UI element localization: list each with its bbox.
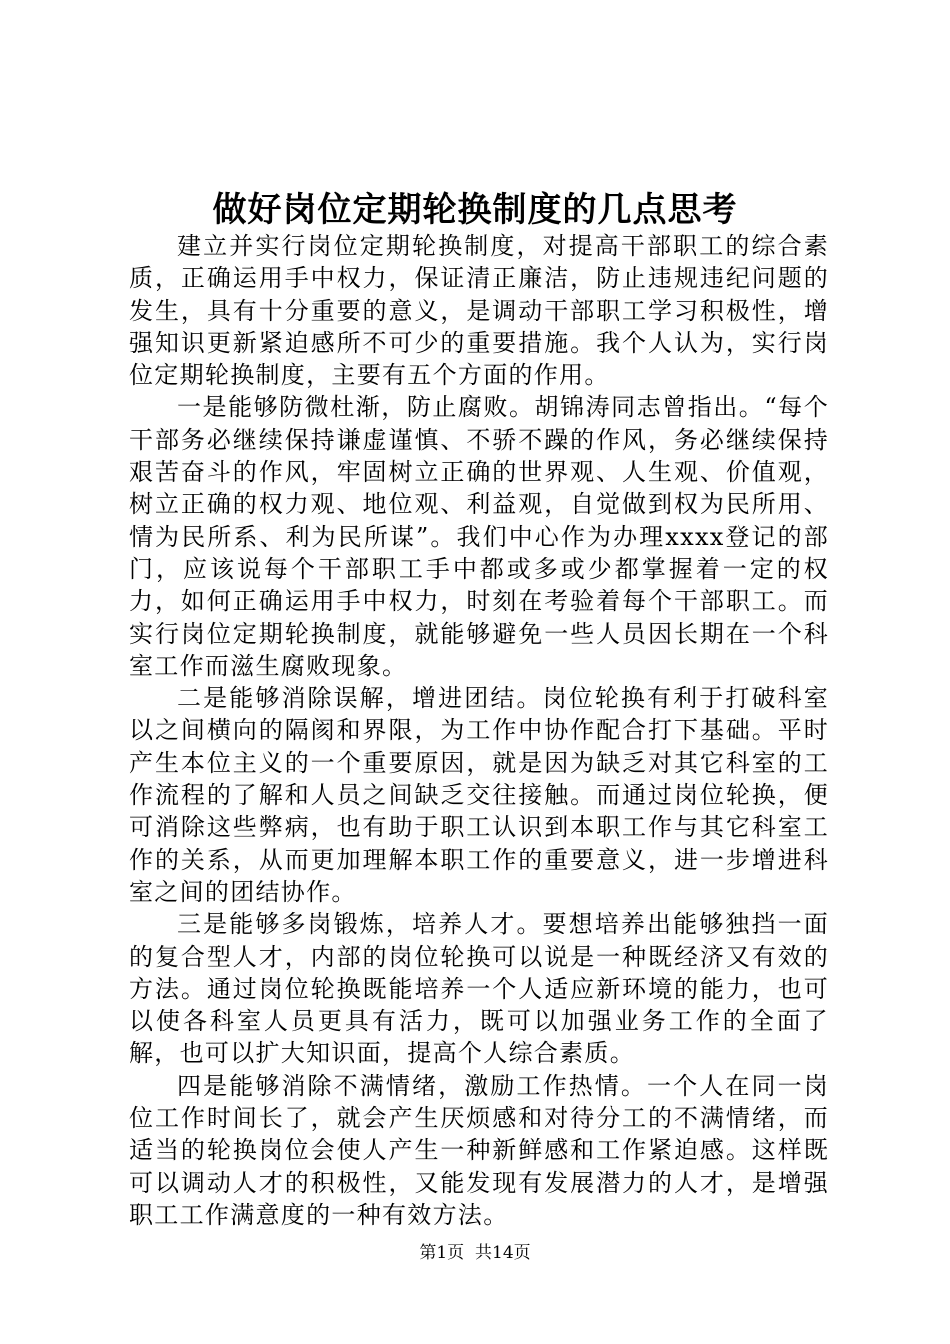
document-body bbox=[129, 230, 829, 1231]
paragraph-point-2: 二是能够消除误解，增进团结。岗位轮换有利于打破科室以之间横向的隔阂和界限，为工作中协作配合打下基础。平时产生本位主义的一个重要原因，就是因为缺乏对其它科室的工作流程的了解和人员之间缺乏交往接触。而通过岗位轮换，便可消除这些弊病，也有助于职工认识到本职工作与其它科室工作的关系，从而更加理解本职工作的重要意义，进一步增进科室之间的团结协作。 bbox=[129, 684, 829, 906]
page-footer bbox=[0, 1241, 950, 1265]
paragraph-point-4: 四是能够消除不满情绪，激励工作热情。一个人在同一岗位工作时间长了，就会产生厌烦感和对待分工的不满情绪，而适当的轮换岗位会使人产生一种新鲜感和工作紧迫感。这样既可以调动人才的积极性，又能发现有发展潜力的人才，是增强职工工作满意度的一种有效方法。 bbox=[129, 1071, 829, 1229]
paragraph-intro: 建立并实行岗位定期轮换制度，对提高干部职工的综合素质，正确运用手中权力，保证清正廉洁，防止违规违纪问题的发生，具有十分重要的意义，是调动干部职工学习积极性，增强知识更新紧迫感所不可少的重要措施。我个人认为，实行岗位定期轮换制度，主要有五个方面的作用。 bbox=[129, 232, 829, 390]
page-total: 共14页 bbox=[475, 1243, 531, 1263]
page-number: 第1页 bbox=[419, 1243, 465, 1263]
document-title: 做好岗位定期轮换制度的几点思考 bbox=[212, 190, 738, 230]
paragraph-point-3: 三是能够多岗锻炼，培养人才。要想培养出能够独挡一面的复合型人才，内部的岗位轮换可以说是一种既经济又有效的方法。通过岗位轮换既能培养一个人适应新环境的能力，也可以使各科室人员更具有活力，既可以加强业务工作的全面了解，也可以扩大知识面，提高个人综合素质。 bbox=[129, 910, 829, 1068]
paragraph-point-1: 一是能够防微杜渐，防止腐败。胡锦涛同志曾指出。“每个干部务必继续保持谦虚谨慎、不骄不躁的作风，务必继续保持艰苦奋斗的作风，牢固树立正确的世界观、人生观、价值观，树立正确的权力观、地位观、利益观，自觉做到权为民所用、情为民所系、利为民所谋”。我们中心作为办理xxxx登记的部门，应该说每个干部职工手中都或多或少都掌握着一定的权力，如何正确运用手中权力，时刻在考验着每个干部职工。而实行岗位定期轮换制度，就能够避免一些人员因长期在一个科室工作而滋生腐败现象。 bbox=[129, 393, 829, 680]
footer-separator bbox=[464, 1243, 475, 1263]
